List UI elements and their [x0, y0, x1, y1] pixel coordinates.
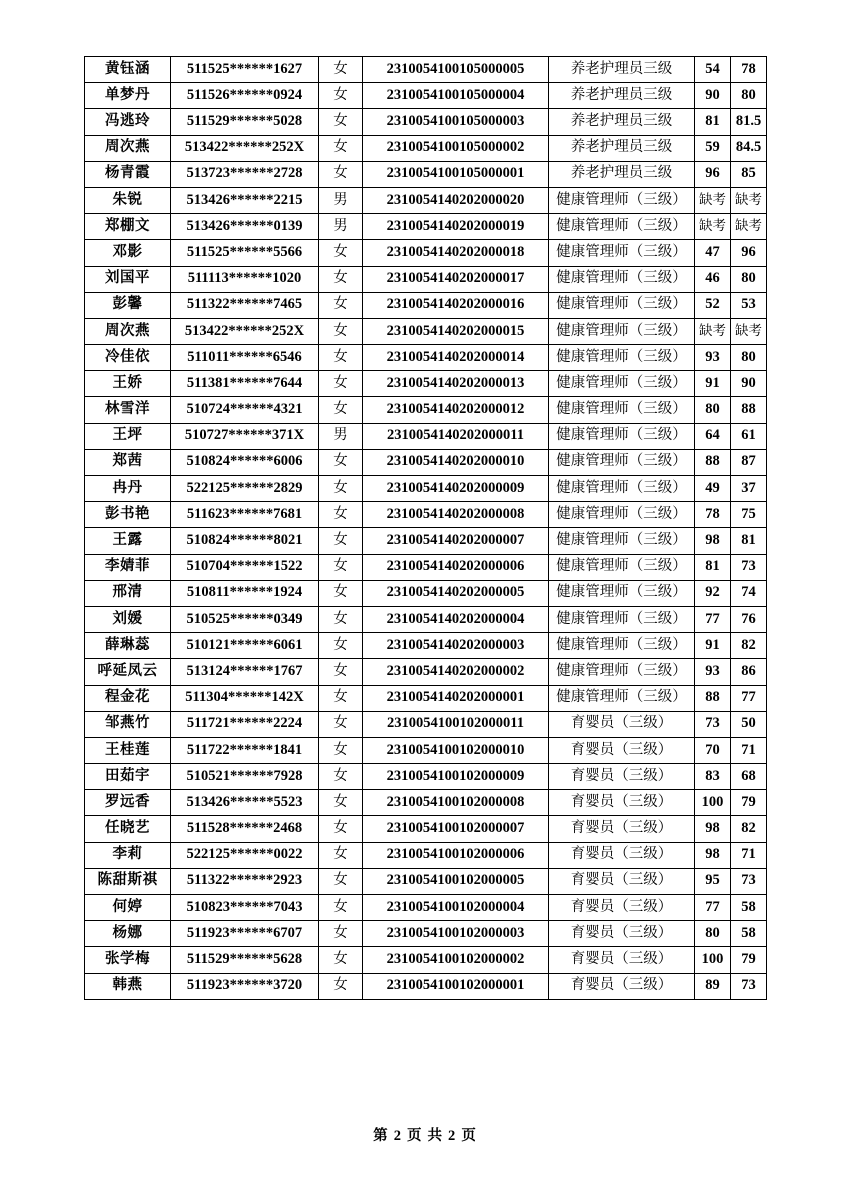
cell-id-number: 511525******5566: [171, 240, 319, 266]
cell-certificate: 健康管理师（三级）: [549, 685, 695, 711]
cell-name: 呼延凤云: [85, 659, 171, 685]
cell-score-1: 73: [695, 711, 731, 737]
cell-score-2: 78: [731, 57, 767, 83]
cell-name: 郑棚文: [85, 214, 171, 240]
cell-id-number: 511923******6707: [171, 921, 319, 947]
cell-score-1: 100: [695, 790, 731, 816]
cell-id-number: 513426******5523: [171, 790, 319, 816]
cell-certificate: 健康管理师（三级）: [549, 449, 695, 475]
cell-sex: 女: [319, 842, 363, 868]
cell-id-number: 511722******1841: [171, 737, 319, 763]
cell-name: 程金花: [85, 685, 171, 711]
cell-score-1: 93: [695, 659, 731, 685]
table-row: [85, 135, 767, 161]
cell-name: 邹燕竹: [85, 711, 171, 737]
cell-id-number: 510521******7928: [171, 764, 319, 790]
cell-score-1: 89: [695, 973, 731, 999]
cell-certificate: 育婴员（三级）: [549, 764, 695, 790]
cell-id-number: 513124******1767: [171, 659, 319, 685]
cell-exam-number: 2310054140202000008: [363, 502, 549, 528]
cell-id-number: 510724******4321: [171, 397, 319, 423]
cell-sex: 女: [319, 764, 363, 790]
table-row: [85, 947, 767, 973]
cell-certificate: 育婴员（三级）: [549, 895, 695, 921]
cell-id-number: 511304******142X: [171, 685, 319, 711]
cell-score-2: 58: [731, 895, 767, 921]
cell-name: 陈甜斯祺: [85, 868, 171, 894]
cell-sex: 女: [319, 659, 363, 685]
cell-score-2: 79: [731, 790, 767, 816]
cell-sex: 女: [319, 449, 363, 475]
cell-score-2: 88: [731, 397, 767, 423]
cell-score-2: 82: [731, 633, 767, 659]
cell-sex: 女: [319, 292, 363, 318]
table-row: [85, 187, 767, 213]
table-row: [85, 895, 767, 921]
cell-name: 邓影: [85, 240, 171, 266]
cell-certificate: 养老护理员三级: [549, 57, 695, 83]
cell-sex: 女: [319, 266, 363, 292]
cell-score-1: 77: [695, 895, 731, 921]
cell-score-2: 75: [731, 502, 767, 528]
cell-certificate: 育婴员（三级）: [549, 737, 695, 763]
cell-certificate: 健康管理师（三级）: [549, 397, 695, 423]
cell-name: 王坪: [85, 423, 171, 449]
cell-sex: 男: [319, 423, 363, 449]
cell-id-number: 511526******0924: [171, 83, 319, 109]
cell-score-2: 80: [731, 345, 767, 371]
cell-name: 田茹宇: [85, 764, 171, 790]
footer-total-pages: 2: [448, 1128, 457, 1144]
cell-name: 彭馨: [85, 292, 171, 318]
cell-name: 韩燕: [85, 973, 171, 999]
cell-certificate: 健康管理师（三级）: [549, 266, 695, 292]
cell-name: 黄钰涵: [85, 57, 171, 83]
cell-sex: 女: [319, 135, 363, 161]
cell-exam-number: 2310054140202000015: [363, 318, 549, 344]
table-row: [85, 214, 767, 240]
cell-certificate: 健康管理师（三级）: [549, 476, 695, 502]
cell-score-1: 98: [695, 528, 731, 554]
cell-score-2: 53: [731, 292, 767, 318]
cell-exam-number: 2310054100105000005: [363, 57, 549, 83]
table-row: [85, 318, 767, 344]
cell-certificate: 健康管理师（三级）: [549, 554, 695, 580]
cell-exam-number: 2310054140202000013: [363, 371, 549, 397]
cell-certificate: 育婴员（三级）: [549, 868, 695, 894]
table-row: [85, 57, 767, 83]
cell-certificate: 育婴员（三级）: [549, 790, 695, 816]
cell-exam-number: 2310054140202000011: [363, 423, 549, 449]
table-row: [85, 266, 767, 292]
footer-suffix: 页: [461, 1128, 477, 1144]
cell-certificate: 育婴员（三级）: [549, 711, 695, 737]
cell-score-1: 80: [695, 921, 731, 947]
table-row: [85, 711, 767, 737]
cell-score-2: 82: [731, 816, 767, 842]
cell-exam-number: 2310054140202000016: [363, 292, 549, 318]
footer-middle: 页 共: [406, 1128, 444, 1144]
cell-exam-number: 2310054100102000009: [363, 764, 549, 790]
cell-sex: 男: [319, 214, 363, 240]
table-row: [85, 449, 767, 475]
cell-score-2: 50: [731, 711, 767, 737]
cell-id-number: 510525******0349: [171, 606, 319, 632]
cell-score-1: 88: [695, 449, 731, 475]
cell-exam-number: 2310054100105000003: [363, 109, 549, 135]
cell-id-number: 513422******252X: [171, 135, 319, 161]
cell-score-2: 79: [731, 947, 767, 973]
cell-certificate: 养老护理员三级: [549, 161, 695, 187]
cell-sex: 女: [319, 240, 363, 266]
cell-name: 杨青霞: [85, 161, 171, 187]
cell-sex: 女: [319, 921, 363, 947]
cell-name: 彭书艳: [85, 502, 171, 528]
cell-score-1: 缺考: [695, 318, 731, 344]
cell-score-1: 81: [695, 109, 731, 135]
cell-certificate: 健康管理师（三级）: [549, 580, 695, 606]
cell-name: 罗远香: [85, 790, 171, 816]
cell-name: 周次燕: [85, 135, 171, 161]
cell-score-2: 81: [731, 528, 767, 554]
table-row: [85, 161, 767, 187]
cell-certificate: 健康管理师（三级）: [549, 292, 695, 318]
cell-exam-number: 2310054140202000001: [363, 685, 549, 711]
table-row: [85, 345, 767, 371]
cell-id-number: 511381******7644: [171, 371, 319, 397]
table-row: [85, 554, 767, 580]
table-row: [85, 240, 767, 266]
cell-sex: 女: [319, 973, 363, 999]
cell-id-number: 510824******6006: [171, 449, 319, 475]
table-row: [85, 109, 767, 135]
table-row: [85, 528, 767, 554]
cell-exam-number: 2310054100102000004: [363, 895, 549, 921]
cell-score-2: 73: [731, 868, 767, 894]
cell-score-1: 77: [695, 606, 731, 632]
table-row: [85, 685, 767, 711]
cell-exam-number: 2310054100102000011: [363, 711, 549, 737]
cell-score-2: 87: [731, 449, 767, 475]
cell-sex: 女: [319, 397, 363, 423]
cell-id-number: 510824******8021: [171, 528, 319, 554]
cell-exam-number: 2310054100102000007: [363, 816, 549, 842]
table-row: [85, 764, 767, 790]
cell-score-1: 96: [695, 161, 731, 187]
cell-sex: 女: [319, 947, 363, 973]
cell-score-2: 缺考: [731, 318, 767, 344]
cell-id-number: 511923******3720: [171, 973, 319, 999]
cell-name: 李婧菲: [85, 554, 171, 580]
cell-exam-number: 2310054140202000002: [363, 659, 549, 685]
cell-sex: 女: [319, 895, 363, 921]
cell-score-1: 缺考: [695, 214, 731, 240]
cell-sex: 女: [319, 790, 363, 816]
page-footer: [0, 1124, 850, 1145]
table-row: [85, 580, 767, 606]
cell-score-1: 46: [695, 266, 731, 292]
cell-id-number: 513422******252X: [171, 318, 319, 344]
cell-sex: 女: [319, 528, 363, 554]
cell-exam-number: 2310054140202000018: [363, 240, 549, 266]
table-row: [85, 973, 767, 999]
cell-certificate: 健康管理师（三级）: [549, 240, 695, 266]
cell-exam-number: 2310054100102000002: [363, 947, 549, 973]
footer-prefix: 第: [373, 1128, 389, 1144]
cell-certificate: 育婴员（三级）: [549, 973, 695, 999]
cell-id-number: 511528******2468: [171, 816, 319, 842]
cell-certificate: 健康管理师（三级）: [549, 187, 695, 213]
cell-exam-number: 2310054140202000003: [363, 633, 549, 659]
table-row: [85, 606, 767, 632]
cell-score-1: 98: [695, 816, 731, 842]
cell-id-number: 511322******7465: [171, 292, 319, 318]
cell-score-1: 54: [695, 57, 731, 83]
cell-certificate: 健康管理师（三级）: [549, 423, 695, 449]
footer-current-page: 2: [393, 1128, 402, 1144]
cell-score-2: 77: [731, 685, 767, 711]
cell-sex: 女: [319, 711, 363, 737]
cell-exam-number: 2310054140202000007: [363, 528, 549, 554]
cell-name: 王桂莲: [85, 737, 171, 763]
cell-name: 冷佳依: [85, 345, 171, 371]
table-row: [85, 502, 767, 528]
cell-exam-number: 2310054100102000008: [363, 790, 549, 816]
table-row: [85, 423, 767, 449]
table-row: [85, 633, 767, 659]
cell-id-number: 513426******0139: [171, 214, 319, 240]
cell-score-2: 71: [731, 737, 767, 763]
cell-name: 刘媛: [85, 606, 171, 632]
cell-score-2: 80: [731, 266, 767, 292]
cell-sex: 女: [319, 580, 363, 606]
table-row: [85, 868, 767, 894]
cell-score-2: 58: [731, 921, 767, 947]
table-row: [85, 842, 767, 868]
cell-score-1: 83: [695, 764, 731, 790]
cell-name: 王娇: [85, 371, 171, 397]
cell-score-1: 49: [695, 476, 731, 502]
cell-score-2: 85: [731, 161, 767, 187]
cell-sex: 女: [319, 868, 363, 894]
table-body: [85, 57, 767, 1000]
cell-sex: 女: [319, 57, 363, 83]
cell-exam-number: 2310054100105000002: [363, 135, 549, 161]
cell-certificate: 健康管理师（三级）: [549, 214, 695, 240]
cell-score-2: 61: [731, 423, 767, 449]
cell-certificate: 育婴员（三级）: [549, 947, 695, 973]
cell-name: 冉丹: [85, 476, 171, 502]
cell-score-2: 71: [731, 842, 767, 868]
cell-sex: 男: [319, 187, 363, 213]
cell-sex: 女: [319, 371, 363, 397]
cell-exam-number: 2310054100102000010: [363, 737, 549, 763]
table-row: [85, 292, 767, 318]
cell-id-number: 511113******1020: [171, 266, 319, 292]
cell-certificate: 健康管理师（三级）: [549, 318, 695, 344]
table-row: [85, 659, 767, 685]
cell-score-2: 81.5: [731, 109, 767, 135]
cell-exam-number: 2310054140202000017: [363, 266, 549, 292]
cell-id-number: 522125******2829: [171, 476, 319, 502]
table-row: [85, 371, 767, 397]
cell-name: 邢清: [85, 580, 171, 606]
cell-score-2: 68: [731, 764, 767, 790]
cell-certificate: 健康管理师（三级）: [549, 606, 695, 632]
cell-name: 林雪洋: [85, 397, 171, 423]
candidate-score-table: [84, 56, 767, 1000]
cell-name: 朱锐: [85, 187, 171, 213]
table-row: [85, 476, 767, 502]
cell-exam-number: 2310054140202000005: [363, 580, 549, 606]
cell-score-1: 95: [695, 868, 731, 894]
cell-certificate: 健康管理师（三级）: [549, 659, 695, 685]
cell-score-1: 47: [695, 240, 731, 266]
cell-id-number: 513426******2215: [171, 187, 319, 213]
cell-exam-number: 2310054100105000004: [363, 83, 549, 109]
cell-id-number: 510811******1924: [171, 580, 319, 606]
cell-id-number: 511525******1627: [171, 57, 319, 83]
cell-name: 冯逃玲: [85, 109, 171, 135]
cell-id-number: 511721******2224: [171, 711, 319, 737]
cell-score-2: 86: [731, 659, 767, 685]
cell-sex: 女: [319, 345, 363, 371]
cell-exam-number: 2310054140202000010: [363, 449, 549, 475]
cell-score-2: 80: [731, 83, 767, 109]
cell-score-1: 91: [695, 371, 731, 397]
cell-id-number: 511529******5628: [171, 947, 319, 973]
cell-score-2: 73: [731, 554, 767, 580]
cell-name: 刘国平: [85, 266, 171, 292]
cell-score-1: 91: [695, 633, 731, 659]
cell-id-number: 510727******371X: [171, 423, 319, 449]
cell-score-1: 缺考: [695, 187, 731, 213]
cell-score-2: 96: [731, 240, 767, 266]
table-row: [85, 737, 767, 763]
cell-name: 周次燕: [85, 318, 171, 344]
cell-score-1: 92: [695, 580, 731, 606]
table-row: [85, 83, 767, 109]
cell-name: 单梦丹: [85, 83, 171, 109]
cell-score-2: 74: [731, 580, 767, 606]
cell-certificate: 养老护理员三级: [549, 109, 695, 135]
cell-certificate: 育婴员（三级）: [549, 816, 695, 842]
cell-name: 张学梅: [85, 947, 171, 973]
cell-name: 李莉: [85, 842, 171, 868]
cell-sex: 女: [319, 476, 363, 502]
table-row: [85, 790, 767, 816]
cell-exam-number: 2310054100102000006: [363, 842, 549, 868]
cell-id-number: 511011******6546: [171, 345, 319, 371]
cell-exam-number: 2310054140202000004: [363, 606, 549, 632]
cell-name: 何婷: [85, 895, 171, 921]
cell-exam-number: 2310054140202000019: [363, 214, 549, 240]
cell-sex: 女: [319, 737, 363, 763]
cell-exam-number: 2310054140202000020: [363, 187, 549, 213]
cell-id-number: 522125******0022: [171, 842, 319, 868]
cell-exam-number: 2310054140202000012: [363, 397, 549, 423]
cell-score-2: 73: [731, 973, 767, 999]
cell-id-number: 510121******6061: [171, 633, 319, 659]
cell-certificate: 健康管理师（三级）: [549, 633, 695, 659]
cell-name: 任晓艺: [85, 816, 171, 842]
cell-score-2: 缺考: [731, 214, 767, 240]
cell-sex: 女: [319, 83, 363, 109]
cell-score-1: 90: [695, 83, 731, 109]
cell-exam-number: 2310054100102000003: [363, 921, 549, 947]
cell-sex: 女: [319, 318, 363, 344]
table-row: [85, 397, 767, 423]
cell-sex: 女: [319, 161, 363, 187]
cell-name: 薛琳蕊: [85, 633, 171, 659]
table-row: [85, 816, 767, 842]
cell-exam-number: 2310054100102000005: [363, 868, 549, 894]
cell-exam-number: 2310054100102000001: [363, 973, 549, 999]
cell-certificate: 育婴员（三级）: [549, 921, 695, 947]
cell-exam-number: 2310054140202000014: [363, 345, 549, 371]
cell-score-2: 76: [731, 606, 767, 632]
cell-sex: 女: [319, 633, 363, 659]
cell-sex: 女: [319, 109, 363, 135]
cell-exam-number: 2310054140202000009: [363, 476, 549, 502]
cell-score-1: 93: [695, 345, 731, 371]
cell-certificate: 健康管理师（三级）: [549, 371, 695, 397]
cell-id-number: 511623******7681: [171, 502, 319, 528]
cell-score-1: 78: [695, 502, 731, 528]
cell-sex: 女: [319, 816, 363, 842]
cell-certificate: 健康管理师（三级）: [549, 345, 695, 371]
cell-score-2: 37: [731, 476, 767, 502]
cell-exam-number: 2310054100105000001: [363, 161, 549, 187]
cell-score-1: 100: [695, 947, 731, 973]
table-row: [85, 921, 767, 947]
cell-score-1: 98: [695, 842, 731, 868]
cell-id-number: 513723******2728: [171, 161, 319, 187]
cell-score-1: 52: [695, 292, 731, 318]
cell-score-1: 59: [695, 135, 731, 161]
cell-sex: 女: [319, 502, 363, 528]
cell-score-1: 81: [695, 554, 731, 580]
cell-certificate: 养老护理员三级: [549, 83, 695, 109]
cell-id-number: 511529******5028: [171, 109, 319, 135]
cell-id-number: 510704******1522: [171, 554, 319, 580]
cell-score-1: 88: [695, 685, 731, 711]
cell-name: 杨娜: [85, 921, 171, 947]
cell-certificate: 养老护理员三级: [549, 135, 695, 161]
cell-name: 郑茜: [85, 449, 171, 475]
cell-certificate: 育婴员（三级）: [549, 842, 695, 868]
cell-score-1: 70: [695, 737, 731, 763]
cell-sex: 女: [319, 606, 363, 632]
cell-score-2: 84.5: [731, 135, 767, 161]
cell-certificate: 健康管理师（三级）: [549, 502, 695, 528]
cell-certificate: 健康管理师（三级）: [549, 528, 695, 554]
cell-sex: 女: [319, 685, 363, 711]
cell-id-number: 510823******7043: [171, 895, 319, 921]
cell-sex: 女: [319, 554, 363, 580]
cell-score-1: 64: [695, 423, 731, 449]
cell-score-2: 缺考: [731, 187, 767, 213]
cell-score-1: 80: [695, 397, 731, 423]
cell-score-2: 90: [731, 371, 767, 397]
cell-exam-number: 2310054140202000006: [363, 554, 549, 580]
cell-name: 王露: [85, 528, 171, 554]
cell-id-number: 511322******2923: [171, 868, 319, 894]
